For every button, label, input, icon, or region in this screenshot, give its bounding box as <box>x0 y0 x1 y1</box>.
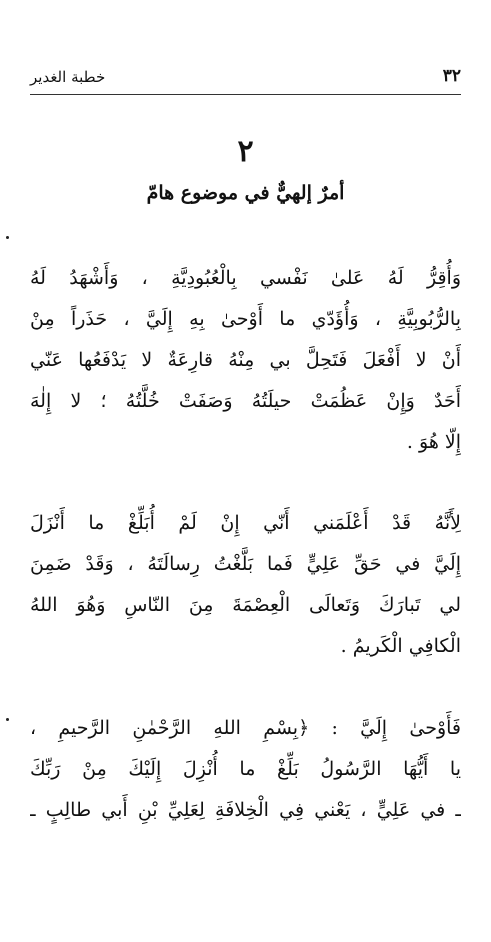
paragraph-1 <box>30 258 461 463</box>
text-line: لِأَنَّهُ قَدْ أَعْلَمَني أَنّي إِنْ لَمْ أُبَلِّغْ ما أَنْزَلَ <box>30 512 461 534</box>
text-line: يا أَيُّهَا الرَّسُولُ بَلِّغْ ما أُنْزِلَ إِلَيْكَ مِنْ رَبِّكَ <box>30 758 461 780</box>
section-number: ٢ <box>237 134 254 169</box>
paragraph-3 <box>30 708 461 831</box>
text-line: فَأَوْحىٰ إِلَيَّ : ﴿بِسْمِ اللهِ الرَّحْمٰنِ الرَّحيمِ ، <box>30 717 461 739</box>
section-title: أمرٌ إلهيٌّ في موضوع هامّ <box>146 182 345 204</box>
margin-dot <box>6 718 9 721</box>
text-line: لي تَبارَكَ وَتَعالَى الْعِصْمَةَ مِنَ النّاسِ وَهُوَ اللهُ <box>30 594 461 616</box>
text-line: إِلَيَّ في حَقِّ عَلِيٍّ فَما بَلَّغْتُ رِسالَتَهُ ، وَقَدْ ضَمِنَ <box>30 553 461 575</box>
page-number: ٣٢ <box>442 66 461 86</box>
text-line: إِلّا هُوَ . <box>406 431 461 453</box>
page-header <box>30 66 461 92</box>
text-line: أَحَدٌ وَإِنْ عَظُمَتْ حيلَتُهُ وَصَفَتْ خُلَّتُهُ ؛ لا إِلٰهَ <box>30 390 461 412</box>
header-divider <box>30 94 461 95</box>
running-title: خطبة الغدير <box>30 68 106 86</box>
text-line: ـ في عَلِيٍّ ، يَعْني فِي الْخِلافَةِ لِعَلِيِّ بْنِ أَبي طالِبٍ ـ <box>30 799 461 821</box>
paragraph-2 <box>30 503 461 667</box>
text-line: الْكافِي الْكَريمُ . <box>340 635 461 657</box>
text-line: أَنْ لا أَفْعَلَ فَتَحِلَّ بي مِنْهُ قارِعَةٌ لا يَدْفَعُها عَنّي <box>30 349 461 371</box>
text-line: وَأُقِرُّ لَهُ عَلىٰ نَفْسي بِالْعُبُودِيَّةِ ، وَأَشْهَدُ لَهُ <box>30 267 461 289</box>
margin-dot <box>6 236 9 239</box>
text-line: بِالرُّبُوبِيَّةِ ، وَأُؤَدّي ما أَوْحىٰ بِهِ إِلَيَّ ، حَذَراً مِنْ <box>30 308 461 330</box>
